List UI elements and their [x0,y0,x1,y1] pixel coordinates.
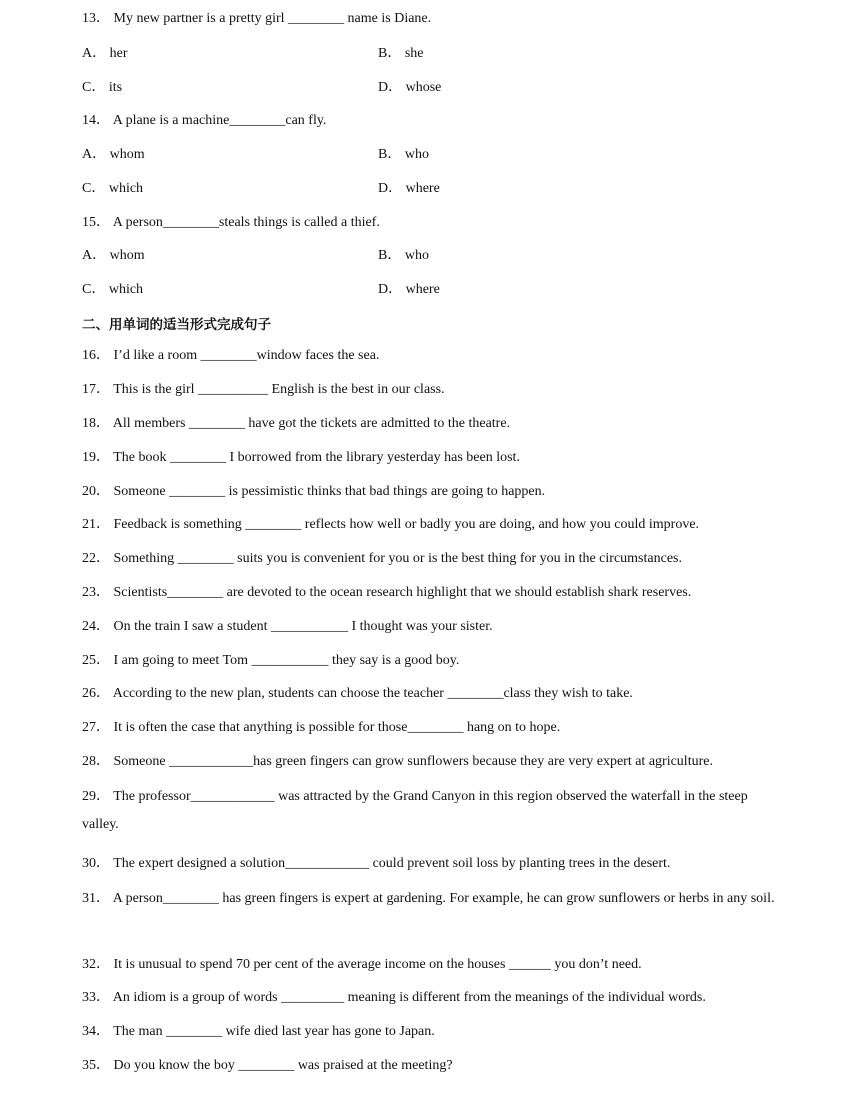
item-18: 18． All members ________ have got the tickets are admitted to the theatre. [82,416,511,431]
item-33: 33． An idiom is a group of words _________ meaning is different from the meanings of the individual words. [82,990,706,1005]
option-14b: B． who [378,147,429,162]
question-13: 13． My new partner is a pretty girl ________ name is Diane. [82,11,432,26]
item-21: 21． Feedback is something ________ reflects how well or badly you are doing, and how you could improve. [82,517,700,532]
section-heading: 二、用单词的适当形式完成句子 [82,317,271,333]
item-23: 23． Scientists________ are devoted to the ocean research highlight that we should establish shark reserves. [82,585,692,600]
item-34: 34． The man ________ wife died last year has gone to Japan. [82,1024,435,1039]
item-25: 25． I am going to meet Tom ___________ they say is a good boy. [82,653,460,668]
item-19: 19． The book ________ I borrowed from the library yesterday has been lost. [82,450,520,465]
item-31: 31． A person________ has green fingers is expert at gardening. For example, he can grow sunflowers or herbs in any soil. [82,891,775,906]
option-15b: B． who [378,248,429,263]
item-20: 20． Someone ________ is pessimistic thinks that bad things are going to happen. [82,484,546,499]
option-14c: C． which [82,181,144,196]
item-17: 17． This is the girl __________ English is the best in our class. [82,382,445,397]
question-14: 14． A plane is a machine________can fly. [82,113,327,128]
option-15a: A． whom [82,248,145,263]
item-24: 24． On the train I saw a student ___________ I thought was your sister. [82,619,493,634]
item-27: 27． It is often the case that anything is possible for those________ hang on to hope. [82,720,561,735]
option-13d: D． whose [378,80,442,95]
item-30: 30． The expert designed a solution____________ could prevent soil loss by planting trees in the desert. [82,856,671,871]
option-15d: D． where [378,282,440,297]
option-13b: B． she [378,46,424,61]
item-22: 22． Something ________ suits you is convenient for you or is the best thing for you in the circumstances. [82,551,682,566]
option-14a: A． whom [82,147,145,162]
item-16: 16． I’d like a room ________window faces the sea. [82,348,380,363]
item-29: 29． The professor____________ was attracted by the Grand Canyon in this region observed the waterfall in the steep valley. [82,789,748,832]
item-28: 28． Someone ____________has green fingers can grow sunflowers because they are very expert at agriculture. [82,754,713,769]
item-35: 35． Do you know the boy ________ was praised at the meeting? [82,1058,453,1073]
item-26: 26． According to the new plan, students can choose the teacher ________class they wish to take. [82,686,633,701]
item-32: 32． It is unusual to spend 70 per cent of the average income on the houses ______ you don’t need. [82,957,642,972]
option-15c: C． which [82,282,144,297]
option-14d: D． where [378,181,440,196]
question-15: 15． A person________steals things is called a thief. [82,215,380,230]
option-13c: C． its [82,80,123,95]
option-13a: A． her [82,46,128,61]
